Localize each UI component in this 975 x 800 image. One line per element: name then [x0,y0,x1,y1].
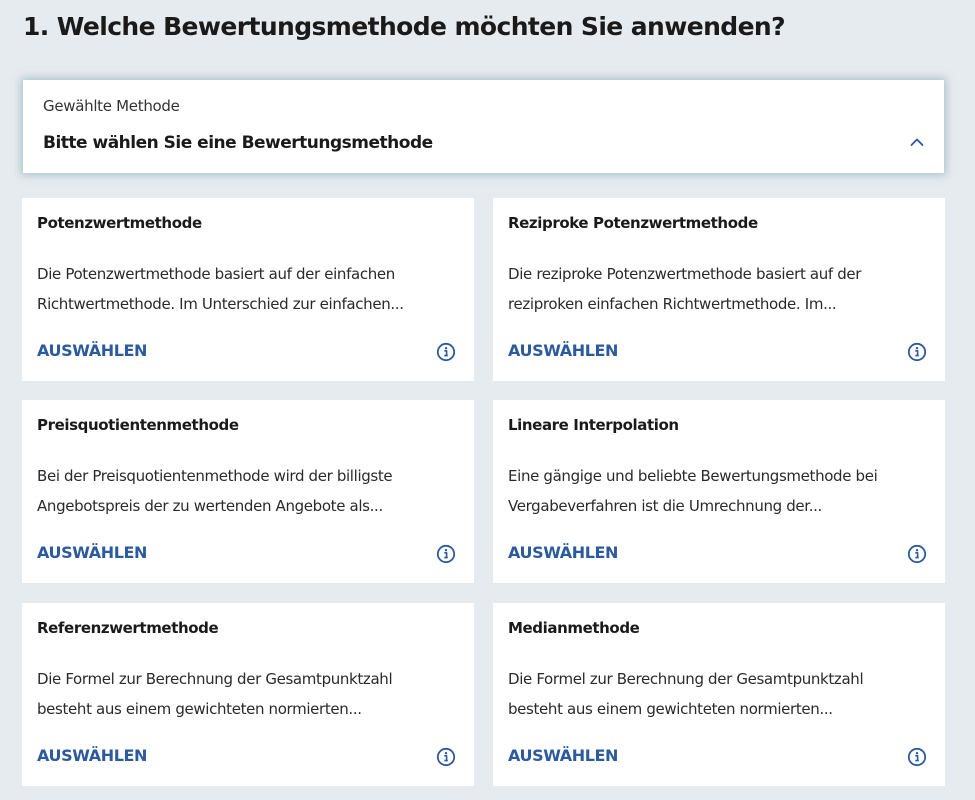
info-icon[interactable] [436,747,456,767]
info-icon[interactable] [907,544,927,564]
card-title: Reziproke Potenzwertmethode [508,214,758,232]
info-icon[interactable] [907,747,927,767]
card-title: Medianmethode [508,619,640,637]
card-description-line: Angebotspreis der zu wertenden Angebote als... [37,497,383,515]
select-button[interactable]: AUSWÄHLEN [37,746,148,765]
method-card-potenzwertmethode [22,198,474,381]
method-card-medianmethode [493,603,945,786]
select-button[interactable]: AUSWÄHLEN [508,746,619,765]
card-description-line: besteht aus einem gewichteten normierten... [508,700,833,718]
card-description-line: besteht aus einem gewichteten normierten... [37,700,362,718]
chevron-up-icon[interactable] [910,137,924,147]
method-selector-value: Bitte wählen Sie eine Bewertungsmethode [43,133,433,153]
card-description-line: Die Formel zur Berechnung der Gesamtpunktzahl [508,670,864,688]
card-description [508,259,928,319]
card-description [508,461,928,521]
card-description-line: Richtwertmethode. Im Unterschied zur einfachen... [37,295,404,313]
method-card-preisquotientenmethode [22,400,474,583]
card-title: Potenzwertmethode [37,214,202,232]
info-icon[interactable] [436,342,456,362]
card-description-line: Bei der Preisquotientenmethode wird der billigste [37,467,393,485]
info-icon[interactable] [436,544,456,564]
card-title: Referenzwertmethode [37,619,219,637]
card-description-line: reziproken einfachen Richtwertmethode. Im... [508,295,837,313]
card-description [37,461,457,521]
method-selector-label: Gewählte Methode [43,97,180,115]
page-title: 1. Welche Bewertungsmethode möchten Sie anwenden? [23,12,786,41]
method-selector[interactable] [23,80,944,173]
select-button[interactable]: AUSWÄHLEN [37,341,148,360]
method-card-referenzwertmethode [22,603,474,786]
method-card-lineare-interpolation [493,400,945,583]
method-card-reziproke-potenzwertmethode [493,198,945,381]
info-icon[interactable] [907,342,927,362]
card-title: Preisquotientenmethode [37,416,239,434]
card-title: Lineare Interpolation [508,416,679,434]
card-description-line: Vergabeverfahren ist die Umrechnung der... [508,497,822,515]
card-description [508,664,928,724]
card-description [37,664,457,724]
select-button[interactable]: AUSWÄHLEN [508,543,619,562]
card-description-line: Die Potenzwertmethode basiert auf der einfachen [37,265,395,283]
select-button[interactable]: AUSWÄHLEN [37,543,148,562]
card-description-line: Die reziproke Potenzwertmethode basiert auf der [508,265,862,283]
card-description [37,259,457,319]
select-button[interactable]: AUSWÄHLEN [508,341,619,360]
card-description-line: Die Formel zur Berechnung der Gesamtpunktzahl [37,670,393,688]
card-description-line: Eine gängige und beliebte Bewertungsmethode bei [508,467,878,485]
